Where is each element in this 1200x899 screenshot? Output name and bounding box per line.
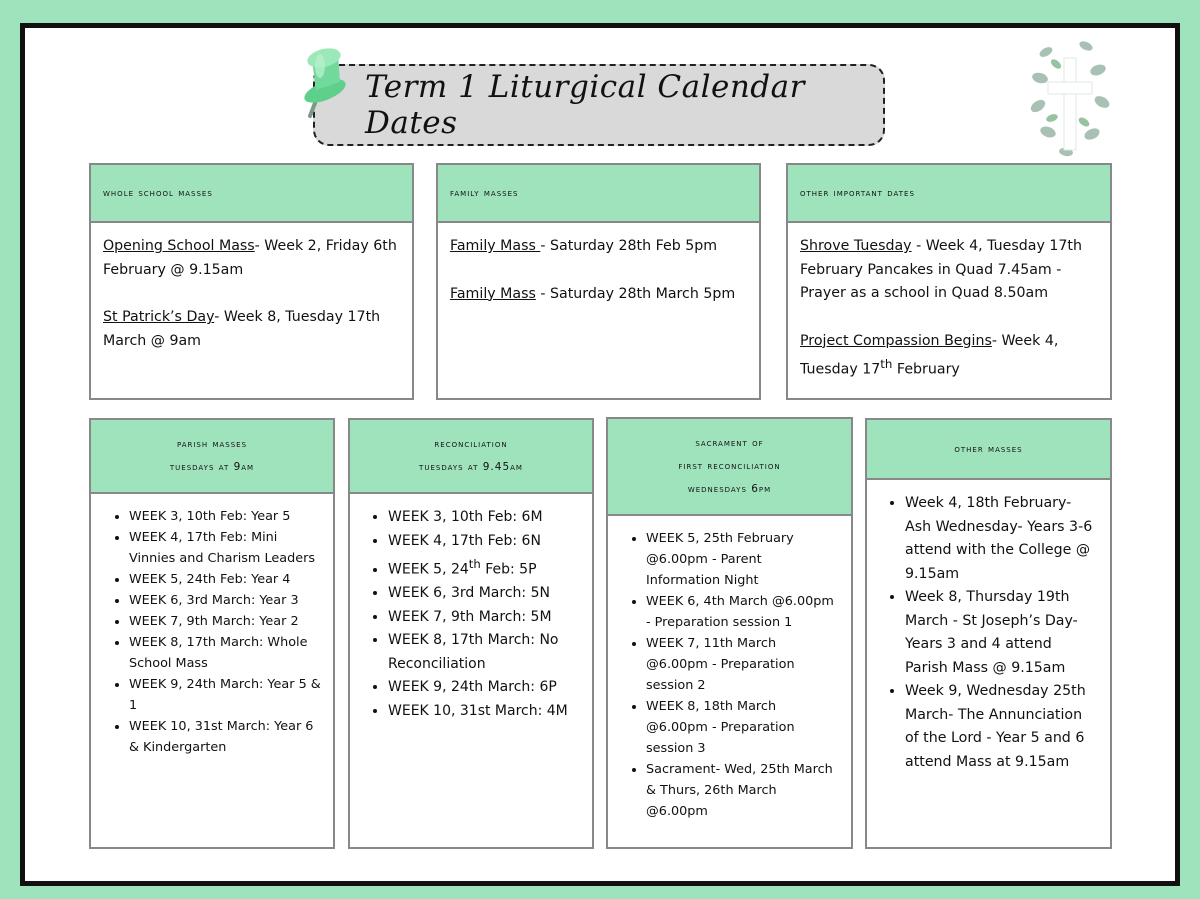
other-important-dates-card [786, 163, 1112, 400]
list-item: • WEEK 8, 18th March @6.00pm - Preparation session 3 [646, 696, 839, 759]
parish-heading-line1: parish masses [176, 438, 248, 450]
list-item: • WEEK 7, 9th March: Year 2 [129, 611, 321, 632]
list-item: • WEEK 3, 10th Feb: 6M [388, 506, 580, 530]
list-item: • WEEK 6, 3rd March: 5N [388, 582, 580, 606]
list-item: • WEEK 4, 17th Feb: Mini Vinnies and Charism Leaders [129, 527, 321, 569]
reconciliation-heading-line1: reconciliation [434, 438, 508, 450]
title-banner [313, 64, 885, 146]
list-item: • WEEK 9, 24th March: 6P [388, 676, 580, 700]
family-masses-heading: family masses [438, 165, 759, 223]
reconciliation-card [348, 418, 594, 849]
list-item: • WEEK 3, 10th Feb: Year 5 [129, 506, 321, 527]
page-title: Term 1 Liturgical Calendar Dates [365, 69, 805, 141]
list-item: • Week 4, 18th February- Ash Wednesday- Years 3-6 attend with the College @ 9.15am [905, 492, 1098, 586]
list-item: • WEEK 9, 24th March: Year 5 & 1 [129, 674, 321, 716]
list-item: • WEEK 4, 17th Feb: 6N [388, 530, 580, 554]
whole-school-item: St Patrick’s Day- Week 8, Tuesday 17th March @ 9am [103, 309, 381, 349]
list-item: • Week 8, Thursday 19th March - St Joseph’s Day- Years 3 and 4 attend Parish Mass @ 9.15am [905, 586, 1098, 680]
important-date-item: Shrove Tuesday - Week 4, Tuesday 17th February Pancakes in Quad 7.45am - Prayer as a school in Quad 8.50am [800, 238, 1082, 301]
reconciliation-heading [350, 420, 592, 494]
pushpin-icon [294, 46, 354, 120]
family-mass-item: Family Mass - Saturday 28th Feb 5pm [450, 238, 718, 254]
first-reconciliation-card [606, 417, 853, 849]
first-reconciliation-heading-line2: first reconciliation [678, 460, 781, 472]
first-reconciliation-heading-line1: sacrament of [695, 437, 764, 449]
first-reconciliation-heading [608, 419, 851, 516]
whole-school-masses-card [89, 163, 414, 400]
parish-masses-card [89, 418, 335, 849]
family-masses-card [436, 163, 761, 400]
reconciliation-heading-line2: tuesdays at 9.45am [419, 461, 523, 473]
list-item: • WEEK 7, 9th March: 5M [388, 606, 580, 630]
list-item: • WEEK 6, 4th March @6.00pm - Preparation session 1 [646, 591, 839, 633]
parish-masses-list [103, 506, 321, 758]
list-item: • WEEK 5, 24th Feb: 5P [388, 553, 580, 582]
list-item: • WEEK 5, 25th February @6.00pm - Parent Information Night [646, 528, 839, 591]
list-item: • WEEK 7, 11th March @6.00pm - Preparation session 2 [646, 633, 839, 696]
whole-school-item: Opening School Mass- Week 2, Friday 6th February @ 9.15am [103, 238, 397, 278]
first-reconciliation-list [620, 528, 839, 822]
important-date-item: Project Compassion Begins- Week 4, Tuesday 17th February [800, 332, 1059, 378]
other-masses-list [879, 492, 1098, 774]
reconciliation-list [362, 506, 580, 723]
list-item: • Week 9, Wednesday 25th March- The Annunciation of the Lord - Year 5 and 6 attend Mass at 9.15am [905, 680, 1098, 774]
list-item: • WEEK 6, 3rd March: Year 3 [129, 590, 321, 611]
other-masses-card [865, 418, 1112, 849]
first-reconciliation-heading-line3: wednesdays 6pm [687, 483, 772, 495]
other-masses-heading: other masses [867, 420, 1110, 480]
list-item: • Sacrament- Wed, 25th March & Thurs, 26th March @6.00pm [646, 759, 839, 822]
parish-heading-line2: tuesdays at 9am [169, 461, 255, 473]
list-item: • WEEK 5, 24th Feb: Year 4 [129, 569, 321, 590]
parish-masses-heading [91, 420, 333, 494]
family-mass-item: Family Mass - Saturday 28th March 5pm [450, 285, 736, 302]
list-item: • WEEK 10, 31st March: 4M [388, 700, 580, 724]
eucalyptus-cross-icon [1026, 30, 1114, 164]
list-item: • WEEK 10, 31st March: Year 6 & Kindergarten [129, 716, 321, 758]
list-item: • WEEK 8, 17th March: Whole School Mass [129, 632, 321, 674]
whole-school-masses-heading: whole school masses [91, 165, 412, 223]
list-item: • WEEK 8, 17th March: No Reconciliation [388, 629, 580, 676]
other-important-dates-heading: other important dates [788, 165, 1110, 223]
